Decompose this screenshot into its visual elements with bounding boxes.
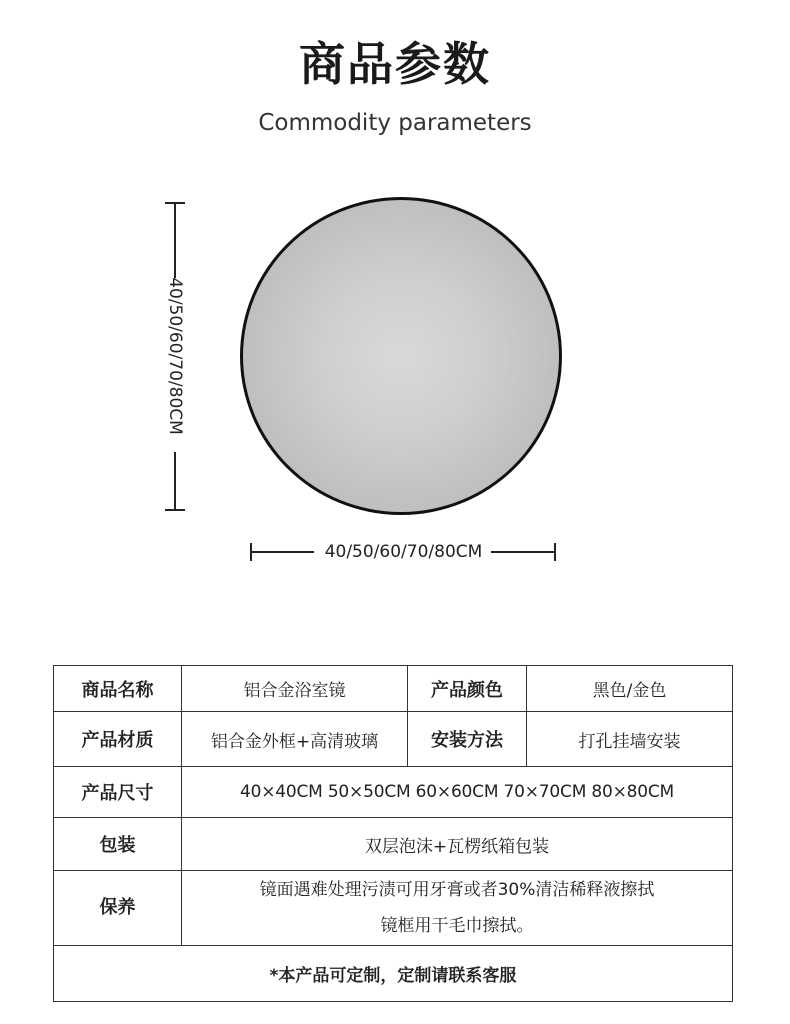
page-title: 商品参数 [299,37,491,91]
material-value: 铝合金外框+高清玻璃 [182,712,408,767]
customization-note: *本产品可定制，定制请联系客服 [54,946,733,1002]
packaging-value: 双层泡沫+瓦楞纸箱包装 [182,818,733,871]
maintenance-value [182,871,733,946]
size-value: 40×40CM 50×50CM 60×60CM 70×70CM 80×80CM [182,767,733,818]
height-dimension-label: 40/50/60/70/80CM [165,277,185,435]
install-method-label: 安装方法 [408,712,527,767]
table-row [54,666,733,712]
table-row [54,946,733,1002]
product-color-value: 黑色/金色 [527,666,733,712]
height-dimension-line-bottom [174,452,176,510]
table-row [54,712,733,767]
width-dimension-line-right [491,551,555,553]
material-label: 产品材质 [54,712,182,767]
product-name-label: 商品名称 [54,666,182,712]
size-label: 产品尺寸 [54,767,182,818]
maintenance-label: 保养 [54,871,182,946]
height-dimension-cap-bottom [165,509,185,511]
packaging-label: 包装 [54,818,182,871]
page-subtitle: Commodity parameters [258,110,532,136]
table-row [54,767,733,818]
maintenance-line-2: 镜框用干毛巾擦拭。 [380,916,534,936]
table-row [54,818,733,871]
maintenance-line-1: 镜面遇难处理污渍可用牙膏或者30%清洁稀释液擦拭 [259,880,655,900]
round-mirror-image [240,197,562,515]
height-dimension-line-top [174,202,176,278]
install-method-value: 打孔挂墙安装 [527,712,733,767]
width-dimension-label: 40/50/60/70/80CM [324,542,483,562]
product-color-label: 产品颜色 [408,666,527,712]
parameters-table [53,665,733,1002]
table-row [54,871,733,946]
product-name-value: 铝合金浴室镜 [182,666,408,712]
width-dimension-cap-right [554,543,556,561]
